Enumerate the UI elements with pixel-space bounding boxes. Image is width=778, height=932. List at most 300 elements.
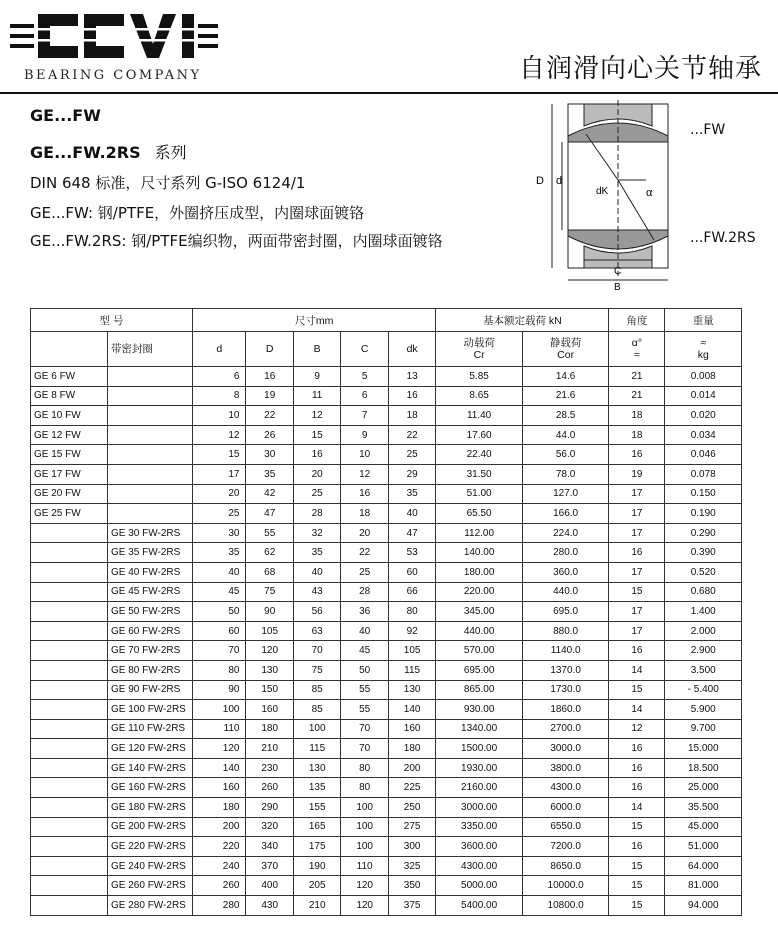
angle-cell: 16 — [609, 837, 665, 857]
d-cell: 30 — [193, 523, 246, 543]
B-cell: 130 — [293, 758, 340, 778]
seal-model-cell — [108, 445, 193, 465]
d-cell: 50 — [193, 602, 246, 622]
seal-model-cell: GE 180 FW-2RS — [108, 798, 193, 818]
weight-cell: - 5.400 — [665, 680, 742, 700]
seal-model-cell: GE 45 FW-2RS — [108, 582, 193, 602]
angle-cell: 18 — [609, 425, 665, 445]
D-cell: 370 — [246, 856, 293, 876]
dk-cell: 300 — [388, 837, 435, 857]
table-row — [31, 837, 742, 857]
dim-B-label: B — [614, 282, 621, 292]
angle-cell: 15 — [609, 817, 665, 837]
dynamic-load-cell: 65.50 — [436, 504, 523, 524]
static-load-cell: 880.0 — [522, 621, 609, 641]
C-cell: 110 — [341, 856, 388, 876]
angle-cell: 16 — [609, 641, 665, 661]
C-cell: 100 — [341, 837, 388, 857]
model-cell — [31, 896, 108, 916]
d-cell: 60 — [193, 621, 246, 641]
dk-cell: 66 — [388, 582, 435, 602]
model-cell: GE 15 FW — [31, 445, 108, 465]
series-name-fw: GE...FW — [30, 106, 101, 125]
header-weight: 重量 — [665, 309, 742, 332]
D-cell: 16 — [246, 367, 293, 387]
D-cell: 120 — [246, 641, 293, 661]
model-cell — [31, 602, 108, 622]
model-cell — [31, 660, 108, 680]
weight-cell: 2.000 — [665, 621, 742, 641]
C-cell: 5 — [341, 367, 388, 387]
table-body — [31, 367, 742, 916]
static-load-cell: 7200.0 — [522, 837, 609, 857]
C-cell: 22 — [341, 543, 388, 563]
B-cell: 28 — [293, 504, 340, 524]
D-cell: 150 — [246, 680, 293, 700]
B-cell: 100 — [293, 719, 340, 739]
B-cell: 16 — [293, 445, 340, 465]
d-cell: 40 — [193, 562, 246, 582]
seal-model-cell: GE 100 FW-2RS — [108, 700, 193, 720]
angle-cell: 15 — [609, 582, 665, 602]
C-cell: 10 — [341, 445, 388, 465]
d-cell: 8 — [193, 386, 246, 406]
dk-cell: 13 — [388, 367, 435, 387]
weight-cell: 25.000 — [665, 778, 742, 798]
angle-cell: 17 — [609, 504, 665, 524]
d-cell: 20 — [193, 484, 246, 504]
model-cell: GE 20 FW — [31, 484, 108, 504]
header-alpha-symbol: α° — [631, 337, 643, 349]
weight-cell: 81.000 — [665, 876, 742, 896]
B-cell: 32 — [293, 523, 340, 543]
dk-cell: 29 — [388, 464, 435, 484]
dynamic-load-cell: 17.60 — [436, 425, 523, 445]
dk-cell: 40 — [388, 504, 435, 524]
D-cell: 430 — [246, 896, 293, 916]
company-name: BEARING COMPANY — [24, 68, 202, 83]
static-load-cell: 10800.0 — [522, 896, 609, 916]
D-cell: 260 — [246, 778, 293, 798]
dynamic-load-cell: 1500.00 — [436, 739, 523, 759]
dynamic-load-cell: 345.00 — [436, 602, 523, 622]
dk-cell: 130 — [388, 680, 435, 700]
model-cell — [31, 719, 108, 739]
angle-cell: 17 — [609, 602, 665, 622]
static-load-cell: 44.0 — [522, 425, 609, 445]
dynamic-load-cell: 1340.00 — [436, 719, 523, 739]
variant-label-fw: ...FW — [690, 122, 726, 138]
seal-model-cell: GE 60 FW-2RS — [108, 621, 193, 641]
dk-cell: 60 — [388, 562, 435, 582]
table-row — [31, 680, 742, 700]
dk-cell: 16 — [388, 386, 435, 406]
seal-model-cell: GE 40 FW-2RS — [108, 562, 193, 582]
header-angle: 角度 — [609, 309, 665, 332]
model-cell — [31, 876, 108, 896]
d-cell: 90 — [193, 680, 246, 700]
C-cell: 25 — [341, 562, 388, 582]
dk-cell: 350 — [388, 876, 435, 896]
standard-text: DIN 648 标准，尺寸系列 G-ISO 6124/1 — [30, 174, 306, 192]
B-cell: 35 — [293, 543, 340, 563]
B-cell: 165 — [293, 817, 340, 837]
table-row — [31, 896, 742, 916]
angle-cell: 17 — [609, 523, 665, 543]
table-row — [31, 621, 742, 641]
weight-cell: 0.390 — [665, 543, 742, 563]
seal-model-cell: GE 280 FW-2RS — [108, 896, 193, 916]
B-cell: 85 — [293, 700, 340, 720]
C-cell: 100 — [341, 817, 388, 837]
angle-cell: 16 — [609, 758, 665, 778]
angle-cell: 17 — [609, 621, 665, 641]
weight-cell: 1.400 — [665, 602, 742, 622]
table-row — [31, 700, 742, 720]
angle-cell: 14 — [609, 798, 665, 818]
header-d: d — [193, 332, 246, 367]
angle-cell: 16 — [609, 778, 665, 798]
static-load-cell: 1370.0 — [522, 660, 609, 680]
dk-cell: 53 — [388, 543, 435, 563]
dim-C-label: C — [614, 266, 622, 277]
B-cell: 210 — [293, 896, 340, 916]
table-header-row-2 — [31, 332, 742, 367]
header-alpha — [609, 332, 665, 367]
static-load-cell: 280.0 — [522, 543, 609, 563]
B-cell: 43 — [293, 582, 340, 602]
D-cell: 320 — [246, 817, 293, 837]
weight-cell: 0.046 — [665, 445, 742, 465]
dk-cell: 35 — [388, 484, 435, 504]
seal-model-cell: GE 220 FW-2RS — [108, 837, 193, 857]
d-cell: 100 — [193, 700, 246, 720]
dk-cell: 160 — [388, 719, 435, 739]
dynamic-load-cell: 5400.00 — [436, 896, 523, 916]
d-cell: 6 — [193, 367, 246, 387]
model-cell — [31, 856, 108, 876]
weight-cell: 0.150 — [665, 484, 742, 504]
header-model-blank — [31, 332, 108, 367]
D-cell: 130 — [246, 660, 293, 680]
C-cell: 120 — [341, 896, 388, 916]
B-cell: 9 — [293, 367, 340, 387]
dynamic-load-cell: 695.00 — [436, 660, 523, 680]
B-cell: 25 — [293, 484, 340, 504]
static-load-cell: 8650.0 — [522, 856, 609, 876]
weight-cell: 51.000 — [665, 837, 742, 857]
B-cell: 155 — [293, 798, 340, 818]
angle-cell: 21 — [609, 367, 665, 387]
C-cell: 45 — [341, 641, 388, 661]
header-seal: 带密封圈 — [108, 332, 193, 367]
D-cell: 42 — [246, 484, 293, 504]
C-cell: 40 — [341, 621, 388, 641]
seal-model-cell: GE 30 FW-2RS — [108, 523, 193, 543]
B-cell: 85 — [293, 680, 340, 700]
dk-cell: 92 — [388, 621, 435, 641]
static-load-cell: 28.5 — [522, 406, 609, 426]
dk-cell: 25 — [388, 445, 435, 465]
weight-cell: 15.000 — [665, 739, 742, 759]
dk-cell: 105 — [388, 641, 435, 661]
table-row — [31, 562, 742, 582]
static-load-cell: 56.0 — [522, 445, 609, 465]
d-cell: 110 — [193, 719, 246, 739]
d-cell: 160 — [193, 778, 246, 798]
weight-cell: 3.500 — [665, 660, 742, 680]
D-cell: 55 — [246, 523, 293, 543]
header-rule — [0, 92, 778, 94]
header-model: 型 号 — [31, 309, 193, 332]
d-cell: 180 — [193, 798, 246, 818]
D-cell: 90 — [246, 602, 293, 622]
dynamic-load-cell: 3600.00 — [436, 837, 523, 857]
angle-cell: 15 — [609, 856, 665, 876]
D-cell: 400 — [246, 876, 293, 896]
B-cell: 63 — [293, 621, 340, 641]
dynamic-load-cell: 2160.00 — [436, 778, 523, 798]
table-row — [31, 543, 742, 563]
D-cell: 210 — [246, 739, 293, 759]
model-cell — [31, 641, 108, 661]
angle-cell: 15 — [609, 896, 665, 916]
model-cell — [31, 739, 108, 759]
table-row — [31, 386, 742, 406]
d-cell: 35 — [193, 543, 246, 563]
seal-model-cell — [108, 425, 193, 445]
static-load-cell: 3000.0 — [522, 739, 609, 759]
dim-dk-label: dK — [596, 186, 609, 197]
weight-cell: 0.680 — [665, 582, 742, 602]
static-load-cell: 1140.0 — [522, 641, 609, 661]
weight-cell: 0.014 — [665, 386, 742, 406]
table-row — [31, 641, 742, 661]
static-load-cell: 360.0 — [522, 562, 609, 582]
D-cell: 160 — [246, 700, 293, 720]
d-cell: 12 — [193, 425, 246, 445]
dynamic-load-cell: 51.00 — [436, 484, 523, 504]
model-cell — [31, 680, 108, 700]
table-row — [31, 660, 742, 680]
model-cell — [31, 837, 108, 857]
header-B: B — [293, 332, 340, 367]
table-row — [31, 367, 742, 387]
static-load-cell: 21.6 — [522, 386, 609, 406]
weight-cell: 0.078 — [665, 464, 742, 484]
model-cell: GE 6 FW — [31, 367, 108, 387]
dynamic-load-cell: 865.00 — [436, 680, 523, 700]
dk-cell: 275 — [388, 817, 435, 837]
seal-model-cell: GE 120 FW-2RS — [108, 739, 193, 759]
dk-cell: 375 — [388, 896, 435, 916]
d-cell: 17 — [193, 464, 246, 484]
table-row — [31, 876, 742, 896]
table-row — [31, 582, 742, 602]
dynamic-load-cell: 5000.00 — [436, 876, 523, 896]
C-cell: 55 — [341, 680, 388, 700]
static-load-cell: 1730.0 — [522, 680, 609, 700]
static-load-cell: 6000.0 — [522, 798, 609, 818]
B-cell: 20 — [293, 464, 340, 484]
dynamic-load-cell: 1930.00 — [436, 758, 523, 778]
angle-cell: 15 — [609, 680, 665, 700]
seal-model-cell: GE 50 FW-2RS — [108, 602, 193, 622]
d-cell: 25 — [193, 504, 246, 524]
B-cell: 75 — [293, 660, 340, 680]
C-cell: 50 — [341, 660, 388, 680]
angle-alpha-label: α — [646, 187, 653, 199]
model-cell — [31, 700, 108, 720]
weight-cell: 2.900 — [665, 641, 742, 661]
model-cell: GE 12 FW — [31, 425, 108, 445]
dk-cell: 325 — [388, 856, 435, 876]
angle-cell: 16 — [609, 445, 665, 465]
B-cell: 70 — [293, 641, 340, 661]
dk-cell: 250 — [388, 798, 435, 818]
angle-cell: 12 — [609, 719, 665, 739]
angle-cell: 14 — [609, 700, 665, 720]
D-cell: 22 — [246, 406, 293, 426]
C-cell: 18 — [341, 504, 388, 524]
document-title: 自润滑向心关节轴承 — [518, 54, 762, 84]
dk-cell: 200 — [388, 758, 435, 778]
weight-cell: 0.034 — [665, 425, 742, 445]
d-cell: 240 — [193, 856, 246, 876]
seal-model-cell: GE 80 FW-2RS — [108, 660, 193, 680]
dynamic-load-cell: 570.00 — [436, 641, 523, 661]
table-row — [31, 504, 742, 524]
header-kg-unit: kg — [697, 349, 709, 361]
angle-cell: 17 — [609, 484, 665, 504]
D-cell: 30 — [246, 445, 293, 465]
table-row — [31, 602, 742, 622]
header-static-load-label: 静载荷 — [549, 337, 582, 349]
static-load-cell: 695.0 — [522, 602, 609, 622]
model-cell — [31, 817, 108, 837]
dynamic-load-cell: 31.50 — [436, 464, 523, 484]
angle-cell: 14 — [609, 660, 665, 680]
header-load-rating: 基本额定载荷 kN — [436, 309, 609, 332]
model-cell: GE 17 FW — [31, 464, 108, 484]
dynamic-load-cell: 440.00 — [436, 621, 523, 641]
d-cell: 280 — [193, 896, 246, 916]
table-header-row-1 — [31, 309, 742, 332]
C-cell: 80 — [341, 758, 388, 778]
C-cell: 9 — [341, 425, 388, 445]
dynamic-load-cell: 5.85 — [436, 367, 523, 387]
C-cell: 70 — [341, 719, 388, 739]
header-D: D — [246, 332, 293, 367]
C-cell: 36 — [341, 602, 388, 622]
dk-cell: 47 — [388, 523, 435, 543]
B-cell: 205 — [293, 876, 340, 896]
D-cell: 62 — [246, 543, 293, 563]
seal-model-cell: GE 140 FW-2RS — [108, 758, 193, 778]
series-suffix: 系列 — [154, 143, 187, 162]
header-dimensions: 尺寸mm — [193, 309, 436, 332]
B-cell: 115 — [293, 739, 340, 759]
dynamic-load-cell: 930.00 — [436, 700, 523, 720]
dk-cell: 140 — [388, 700, 435, 720]
d-cell: 200 — [193, 817, 246, 837]
D-cell: 230 — [246, 758, 293, 778]
dk-cell: 225 — [388, 778, 435, 798]
C-cell: 28 — [341, 582, 388, 602]
dynamic-load-cell: 3000.00 — [436, 798, 523, 818]
header-dynamic-load-symbol: Cr — [473, 349, 485, 361]
model-cell — [31, 758, 108, 778]
angle-cell: 21 — [609, 386, 665, 406]
B-cell: 190 — [293, 856, 340, 876]
weight-cell: 64.000 — [665, 856, 742, 876]
d-cell: 260 — [193, 876, 246, 896]
seal-model-cell: GE 160 FW-2RS — [108, 778, 193, 798]
table-row — [31, 719, 742, 739]
C-cell: 6 — [341, 386, 388, 406]
seal-model-cell: GE 260 FW-2RS — [108, 876, 193, 896]
weight-cell: 18.500 — [665, 758, 742, 778]
weight-cell: 5.900 — [665, 700, 742, 720]
B-cell: 175 — [293, 837, 340, 857]
weight-cell: 35.500 — [665, 798, 742, 818]
company-logo — [10, 6, 230, 84]
seal-model-cell — [108, 504, 193, 524]
dynamic-load-cell: 180.00 — [436, 562, 523, 582]
model-cell: GE 10 FW — [31, 406, 108, 426]
d-cell: 10 — [193, 406, 246, 426]
series-code: GE...FW.2RS — [30, 143, 141, 162]
header-kg — [665, 332, 742, 367]
dynamic-load-cell: 8.65 — [436, 386, 523, 406]
static-load-cell: 4300.0 — [522, 778, 609, 798]
weight-cell: 0.008 — [665, 367, 742, 387]
table-row — [31, 856, 742, 876]
D-cell: 35 — [246, 464, 293, 484]
seal-model-cell — [108, 484, 193, 504]
B-cell: 12 — [293, 406, 340, 426]
table-row — [31, 758, 742, 778]
header-dynamic-load — [436, 332, 523, 367]
header-dk: dk — [388, 332, 435, 367]
model-cell — [31, 523, 108, 543]
C-cell: 7 — [341, 406, 388, 426]
static-load-cell: 10000.0 — [522, 876, 609, 896]
B-cell: 40 — [293, 562, 340, 582]
d-cell: 120 — [193, 739, 246, 759]
table-row — [31, 425, 742, 445]
seal-model-cell — [108, 386, 193, 406]
D-cell: 180 — [246, 719, 293, 739]
table-row — [31, 445, 742, 465]
B-cell: 56 — [293, 602, 340, 622]
angle-cell: 15 — [609, 876, 665, 896]
dynamic-load-cell: 220.00 — [436, 582, 523, 602]
model-cell: GE 25 FW — [31, 504, 108, 524]
C-cell: 120 — [341, 876, 388, 896]
C-cell: 55 — [341, 700, 388, 720]
static-load-cell: 3800.0 — [522, 758, 609, 778]
dynamic-load-cell: 4300.00 — [436, 856, 523, 876]
dynamic-load-cell: 3350.00 — [436, 817, 523, 837]
header-kg-approx: ≈ — [700, 337, 707, 349]
description-fw2rs: GE...FW.2RS: 钢/PTFE编织物，两面带密封圈，内圈球面镀铬 — [30, 232, 443, 250]
table-row — [31, 778, 742, 798]
dynamic-load-cell: 112.00 — [436, 523, 523, 543]
weight-cell: 0.520 — [665, 562, 742, 582]
seal-model-cell: GE 110 FW-2RS — [108, 719, 193, 739]
angle-cell: 18 — [609, 406, 665, 426]
